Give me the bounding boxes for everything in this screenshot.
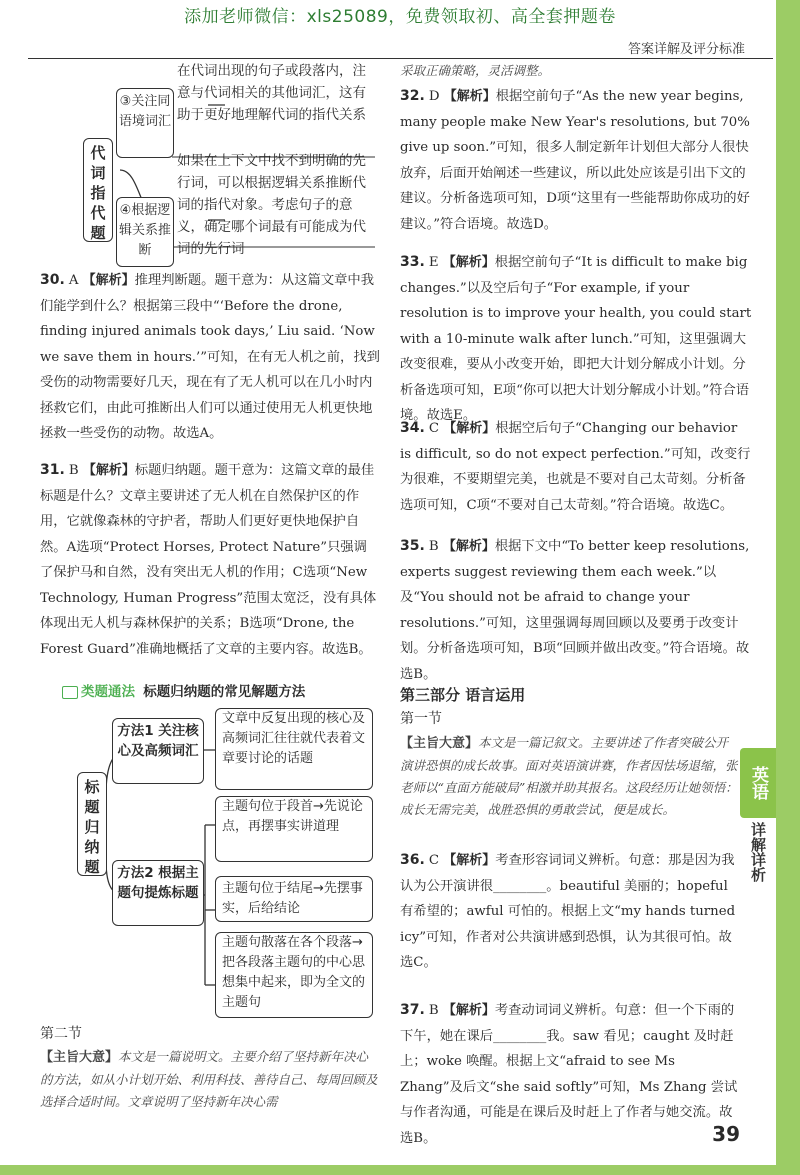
section2-text: 本文是一篇说明文。主要介绍了坚持新年决心的方法，如从小计划开始、利用科技、善待自己、每周回顾及选择合适时间。文章说明了坚持新年决心需 (40, 1049, 378, 1109)
q36-answer: C (428, 853, 439, 868)
tips-label: 类题通法 (81, 684, 135, 700)
mindmap1-method3: ③关注同语境词汇 (116, 88, 174, 158)
q34-tag: 【解析】 (443, 421, 496, 436)
q34-answer: C (428, 421, 439, 436)
q31-tag: 【解析】 (82, 463, 135, 478)
q30-tag: 【解析】 (82, 273, 135, 288)
q35-answer: B (428, 539, 439, 554)
side-label: 详解详析 (749, 822, 767, 882)
right-green-edge (776, 0, 800, 1175)
mindmap2-method1: 方法1 关注核心及高频词汇 (112, 718, 204, 784)
question-36 (400, 848, 740, 976)
tips-icon (62, 686, 78, 699)
question-30 (40, 268, 380, 447)
q36-number: 36. (400, 852, 425, 868)
bottom-green-edge (0, 1165, 800, 1175)
page-number: 39 (712, 1122, 740, 1146)
question-31 (40, 458, 380, 662)
q30-text: 推理判断题。题干意为：从这篇文章中我们能学到什么？根据第三段中“‘Before the drone, finding injured animals took days,’ Liu said. ‘Now we save them in hours.’”可知，在有无人机之前，找到受伤的动物需要好几天，现在有了无人机可以在几小时内拯救它们，由此可推断出人们可以通过使用无人机更快地拯救一些受伤的动物。故选A。 (40, 273, 380, 441)
q32-tag: 【解析】 (443, 89, 496, 104)
q31-number: 31. (40, 462, 65, 478)
q30-answer: A (68, 273, 79, 288)
q36-tag: 【解析】 (443, 853, 496, 868)
q34-text: 根据空后句子“Changing our behavior is difficult, so do not expect perfection.”可知，改变行为很难，不要期望完美，也就是不要对自己太苛刻。分析备选项可知，C项“不要对自己太苛刻。”符合语境。故选C。 (400, 421, 751, 513)
mindmap2-root: 标题归纳题 (77, 772, 107, 876)
question-33 (400, 250, 752, 429)
part3-section: 第一节 (400, 711, 442, 727)
q32-text: 根据空前句子“As the new year begins, many people make New Year's resolutions, but 70% give up soon.”可知，很多人制定新年计划但大部分人很快放弃，后面开始阐述一些建议，所以此处应该是引出下文的建议。分析备选项可知，D项“这里有一些能帮助你成功的好建议。”符合语境。故选D。 (400, 89, 750, 232)
q33-tag: 【解析】 (442, 255, 495, 270)
right-intro: 采取正确策略，灵活调整。 (400, 63, 551, 78)
q36-text: 考查形容词词义辨析。句意：那是因为我认为公开演讲很________。beautiful 美丽的；hopeful 有希望的；awful 可怕的。根据上文“my hands turned icy”可知，作者对公共演讲感到恐惧，认为其很可怕。故选C。 (400, 853, 736, 970)
part3-title: 第三部分 语言运用 (400, 686, 526, 704)
section2-tag: 【主旨大意】 (40, 1050, 119, 1065)
q37-text: 考查动词词义辨析。句意：但一个下雨的下午，她在课后________我。saw 看见；caught 及时赶上；woke 唤醒。根据上文“afraid to see Ms Zhang”及后文“she said softly”可知，Ms Zhang 尝试与作者沟通，可能是在课后及时赶上了作者与她交流。故选B。 (400, 1003, 738, 1146)
mindmap2-method2-c: 主题句散落在各个段落→把各段落主题句的中心思想集中起来，即为全文的主题句 (215, 932, 373, 1018)
running-header: 答案详解及评分标准 (627, 42, 745, 57)
q35-number: 35. (400, 538, 425, 554)
header-rule (28, 58, 773, 59)
mindmap2-method2-a: 主题句位于段首→先说论点，再摆事实讲道理 (215, 796, 373, 862)
q32-answer: D (428, 89, 440, 104)
mindmap2-method2: 方法2 根据主题句提炼标题 (112, 860, 204, 926)
q33-answer: E (428, 255, 439, 270)
mindmap1-method4-text: 如果在上下文中找不到明确的先行词，可以根据逻辑关系推断代词的指代对象。考虑句子的意义，确定哪个词最有可能成为代词的先行词 (177, 153, 366, 257)
tips-heading (62, 680, 382, 700)
question-34 (400, 416, 752, 518)
q31-text: 标题归纳题。题干意为：这篇文章的最佳标题是什么？文章主要讲述了无人机在自然保护区的作用，它就像森林的守护者，帮助人们更好更快地保护自然。A选项“Protect Horses, Protect Nature”只强调了保护马和自然，没有突出无人机的作用；C选项“New Technology, Human Progress”范围太宽泛，没有具体体现出无人机与森林保护的关系；B选项“Drone, the Forest Guard”准确地概括了文章的主要内容。故选B。 (40, 463, 377, 657)
subject-tab: 英语 (740, 748, 776, 818)
mindmap1-root: 代词指代题 (83, 138, 113, 242)
q37-answer: B (428, 1003, 439, 1018)
question-37 (400, 998, 740, 1151)
q30-number: 30. (40, 272, 65, 288)
mindmap2-method2-b: 主题句位于结尾→先摆事实，后给结论 (215, 876, 373, 922)
part3-text: 本文是一篇记叙文。主要讲述了作者突破公开演讲恐惧的成长故事。面对英语演讲赛，作者因怯场退缩，张老师以“直面方能破局”相激并助其报名。这段经历让她领悟：成长无需完美，战胜恐惧的勇敢尝试，便是成长。 (400, 735, 738, 817)
mindmap1-method4: ④根据逻辑关系推断 (116, 197, 174, 267)
q33-text: 根据空前句子“It is difficult to make big changes.”以及空后句子“For example, if your resolution is to improve your health, you could start with a 10-minute walk after lunch.”可知，这里强调大改变很难，要从小改变开始，即把大计划分解成小计划。分析备选项可知，E项“你可以把大计划分解成小计划。”符合语境。故选E。 (400, 255, 752, 423)
q35-text: 根据下文中“To better keep resolutions, experts suggest reviewing them each week.”以及“You should not be afraid to change your resolutions.”可知，这里强调每周回顾以及要勇于改变计划。分析备选项可知，B项“回顾并做出改变。”符合语境。故选B。 (400, 539, 750, 682)
q33-number: 33. (400, 254, 425, 270)
mindmap1-method3-text: 在代词出现的句子或段落内，注意与代词相关的其他词汇，这有助于更好地理解代词的指代关系 (177, 63, 366, 123)
tips-title: 标题归纳题的常见解题方法 (143, 684, 306, 700)
q34-number: 34. (400, 420, 425, 436)
mindmap2-method1-text: 文章中反复出现的核心及高频词汇往往就代表着文章要讨论的话题 (215, 708, 373, 790)
q37-number: 37. (400, 1002, 425, 1018)
q35-tag: 【解析】 (442, 539, 495, 554)
question-32 (400, 84, 752, 237)
part3-tag: 【主旨大意】 (400, 736, 479, 751)
promo-banner: 添加老师微信：xls25089，免费领取初、高全套押题卷 (184, 7, 616, 27)
section2-summary (40, 1046, 380, 1113)
question-35 (400, 534, 752, 687)
q32-number: 32. (400, 88, 425, 104)
section2-title: 第二节 (40, 1026, 82, 1042)
q31-answer: B (68, 463, 79, 478)
q37-tag: 【解析】 (442, 1003, 495, 1018)
part3-summary (400, 732, 740, 821)
